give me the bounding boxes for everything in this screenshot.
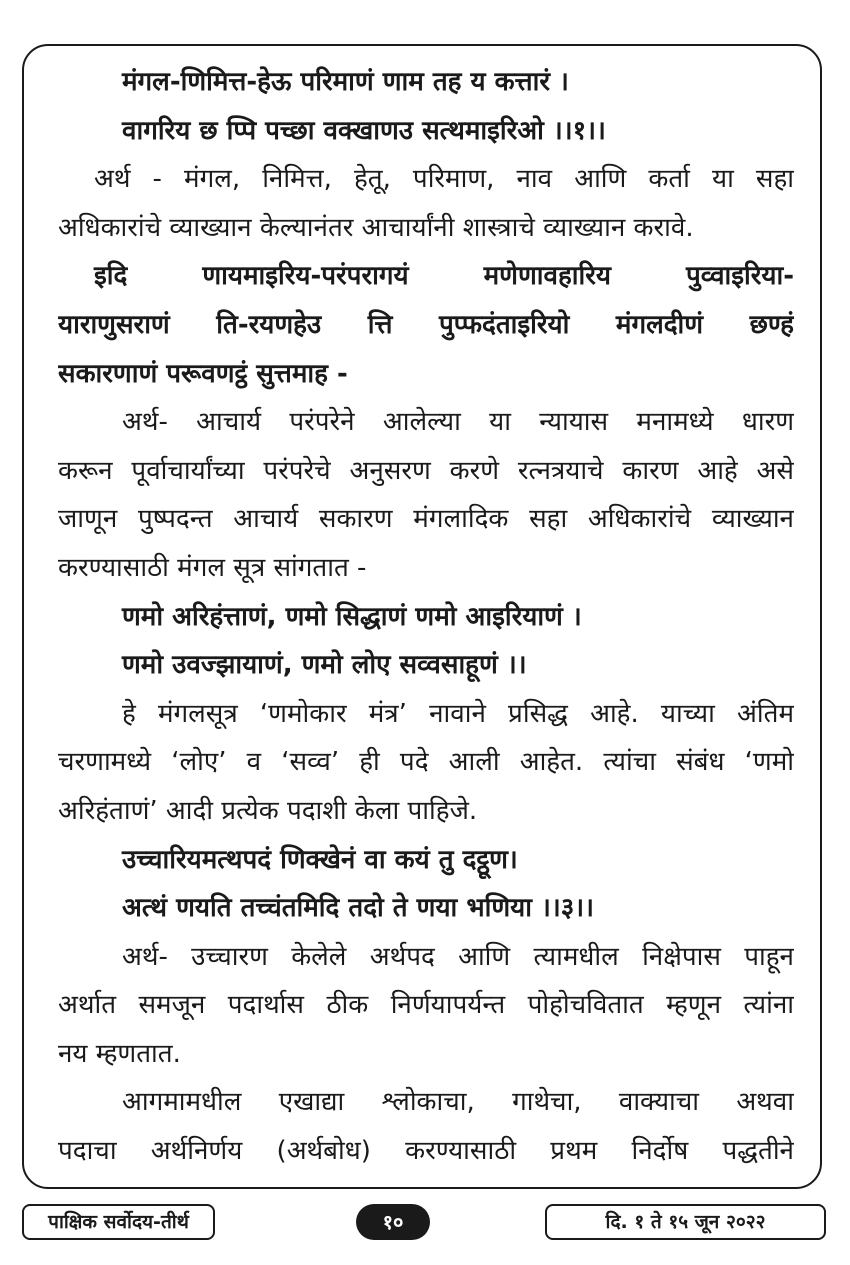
page-body xyxy=(58,58,794,1176)
verse-line-1: मंगल-णिमित्त-हेऊ परिमाणं णाम तह य कत्तारं । xyxy=(122,67,569,97)
verse-line-4: अत्थं णयति तच्चंतमिदि तदो ते णया भणिया ।।३।। xyxy=(122,893,594,924)
prakrit-line: सकारणाणं परूवणट्ठं सुत्तमाह - xyxy=(58,358,348,389)
meaning-line: अर्थ - मंगल, निमित्त, हेतू, परिमाण, नाव आणि कर्ता या सहा xyxy=(94,164,794,195)
text-line: अरिहंताणं’ आदी प्रत्येक पदाशी केला पाहिजे. xyxy=(58,795,478,826)
prakrit-line: याराणुसराणं ति-रयणहेउ त्ति पुप्फदंताइरियो मंगलदीणं छण्हं xyxy=(58,309,794,340)
text-line: जाणून पुष्पदन्त आचार्य सकारण मंगलादिक सहा अधिकारांचे व्याख्यान xyxy=(58,504,794,535)
publication-name: पाक्षिक सर्वोदय-तीर्थ xyxy=(22,1204,215,1240)
text-line: चरणामध्ये ‘लोए’ व ‘सव्व’ ही पदे आली आहेत. त्यांचा संबंध ‘णमो xyxy=(58,747,794,778)
meaning-line: अर्थ- उच्चारण केलेले अर्थपद आणि त्यामधील निक्षेपास पाहून xyxy=(122,941,794,972)
prakrit-line: इदि णायमाइरिय-परंपरागयं मणेणावहारिय पुव्वाइरिया- xyxy=(94,261,794,292)
verse-line-3: उच्चारियमत्थपदं णिक्खेनं वा कयं तु दट्ठूण। xyxy=(122,844,518,875)
text-line: करून पूर्वाचार्यांच्या परंपरेचे अनुसरण करणे रत्नत्रयाचे कारण आहे असे xyxy=(58,455,794,486)
text-line: हे मंगलसूत्र ‘णमोकार मंत्र’ नावाने प्रसिद्ध आहे. याच्या अंतिम xyxy=(122,698,794,729)
text-line: नय म्हणतात. xyxy=(58,1038,181,1069)
text-line: पदाचा अर्थनिर्णय (अर्थबोध) करण्यासाठी प्रथम निर्दोष पद्धतीने xyxy=(58,1136,794,1167)
text-line: अर्थात समजून पदार्थास ठीक निर्णयापर्यन्त पोहोचवितात म्हणून त्यांना xyxy=(58,990,794,1021)
mantra-line-2: णमो उवज्झायाणं, णमो लोए सव्वसाहूणं ।। xyxy=(122,650,527,681)
text-line: आगमामधील एखाद्या श्लोकाचा, गाथेचा, वाक्याचा अथवा xyxy=(122,1087,794,1118)
page-number-badge: १० xyxy=(356,1204,430,1240)
meaning-line: अर्थ- आचार्य परंपरेने आलेल्या या न्यायास मनामध्ये धारण xyxy=(122,407,794,438)
issue-date: दि. १ ते १५ जून २०२२ xyxy=(545,1204,826,1240)
text-line: अधिकारांचे व्याख्यान केल्यानंतर आचार्यांनी शास्त्राचे व्याख्यान करावे. xyxy=(58,212,694,243)
text-line: करण्यासाठी मंगल सूत्र सांगतात - xyxy=(58,552,367,583)
mantra-line-1: णमो अरिहंत्ताणं, णमो सिद्धाणं णमो आइरियाणं । xyxy=(122,601,582,632)
verse-line-2: वागरिय छ प्पि पच्छा वक्खाणउ सत्थमाइरिओ ।।१।। xyxy=(122,115,606,146)
